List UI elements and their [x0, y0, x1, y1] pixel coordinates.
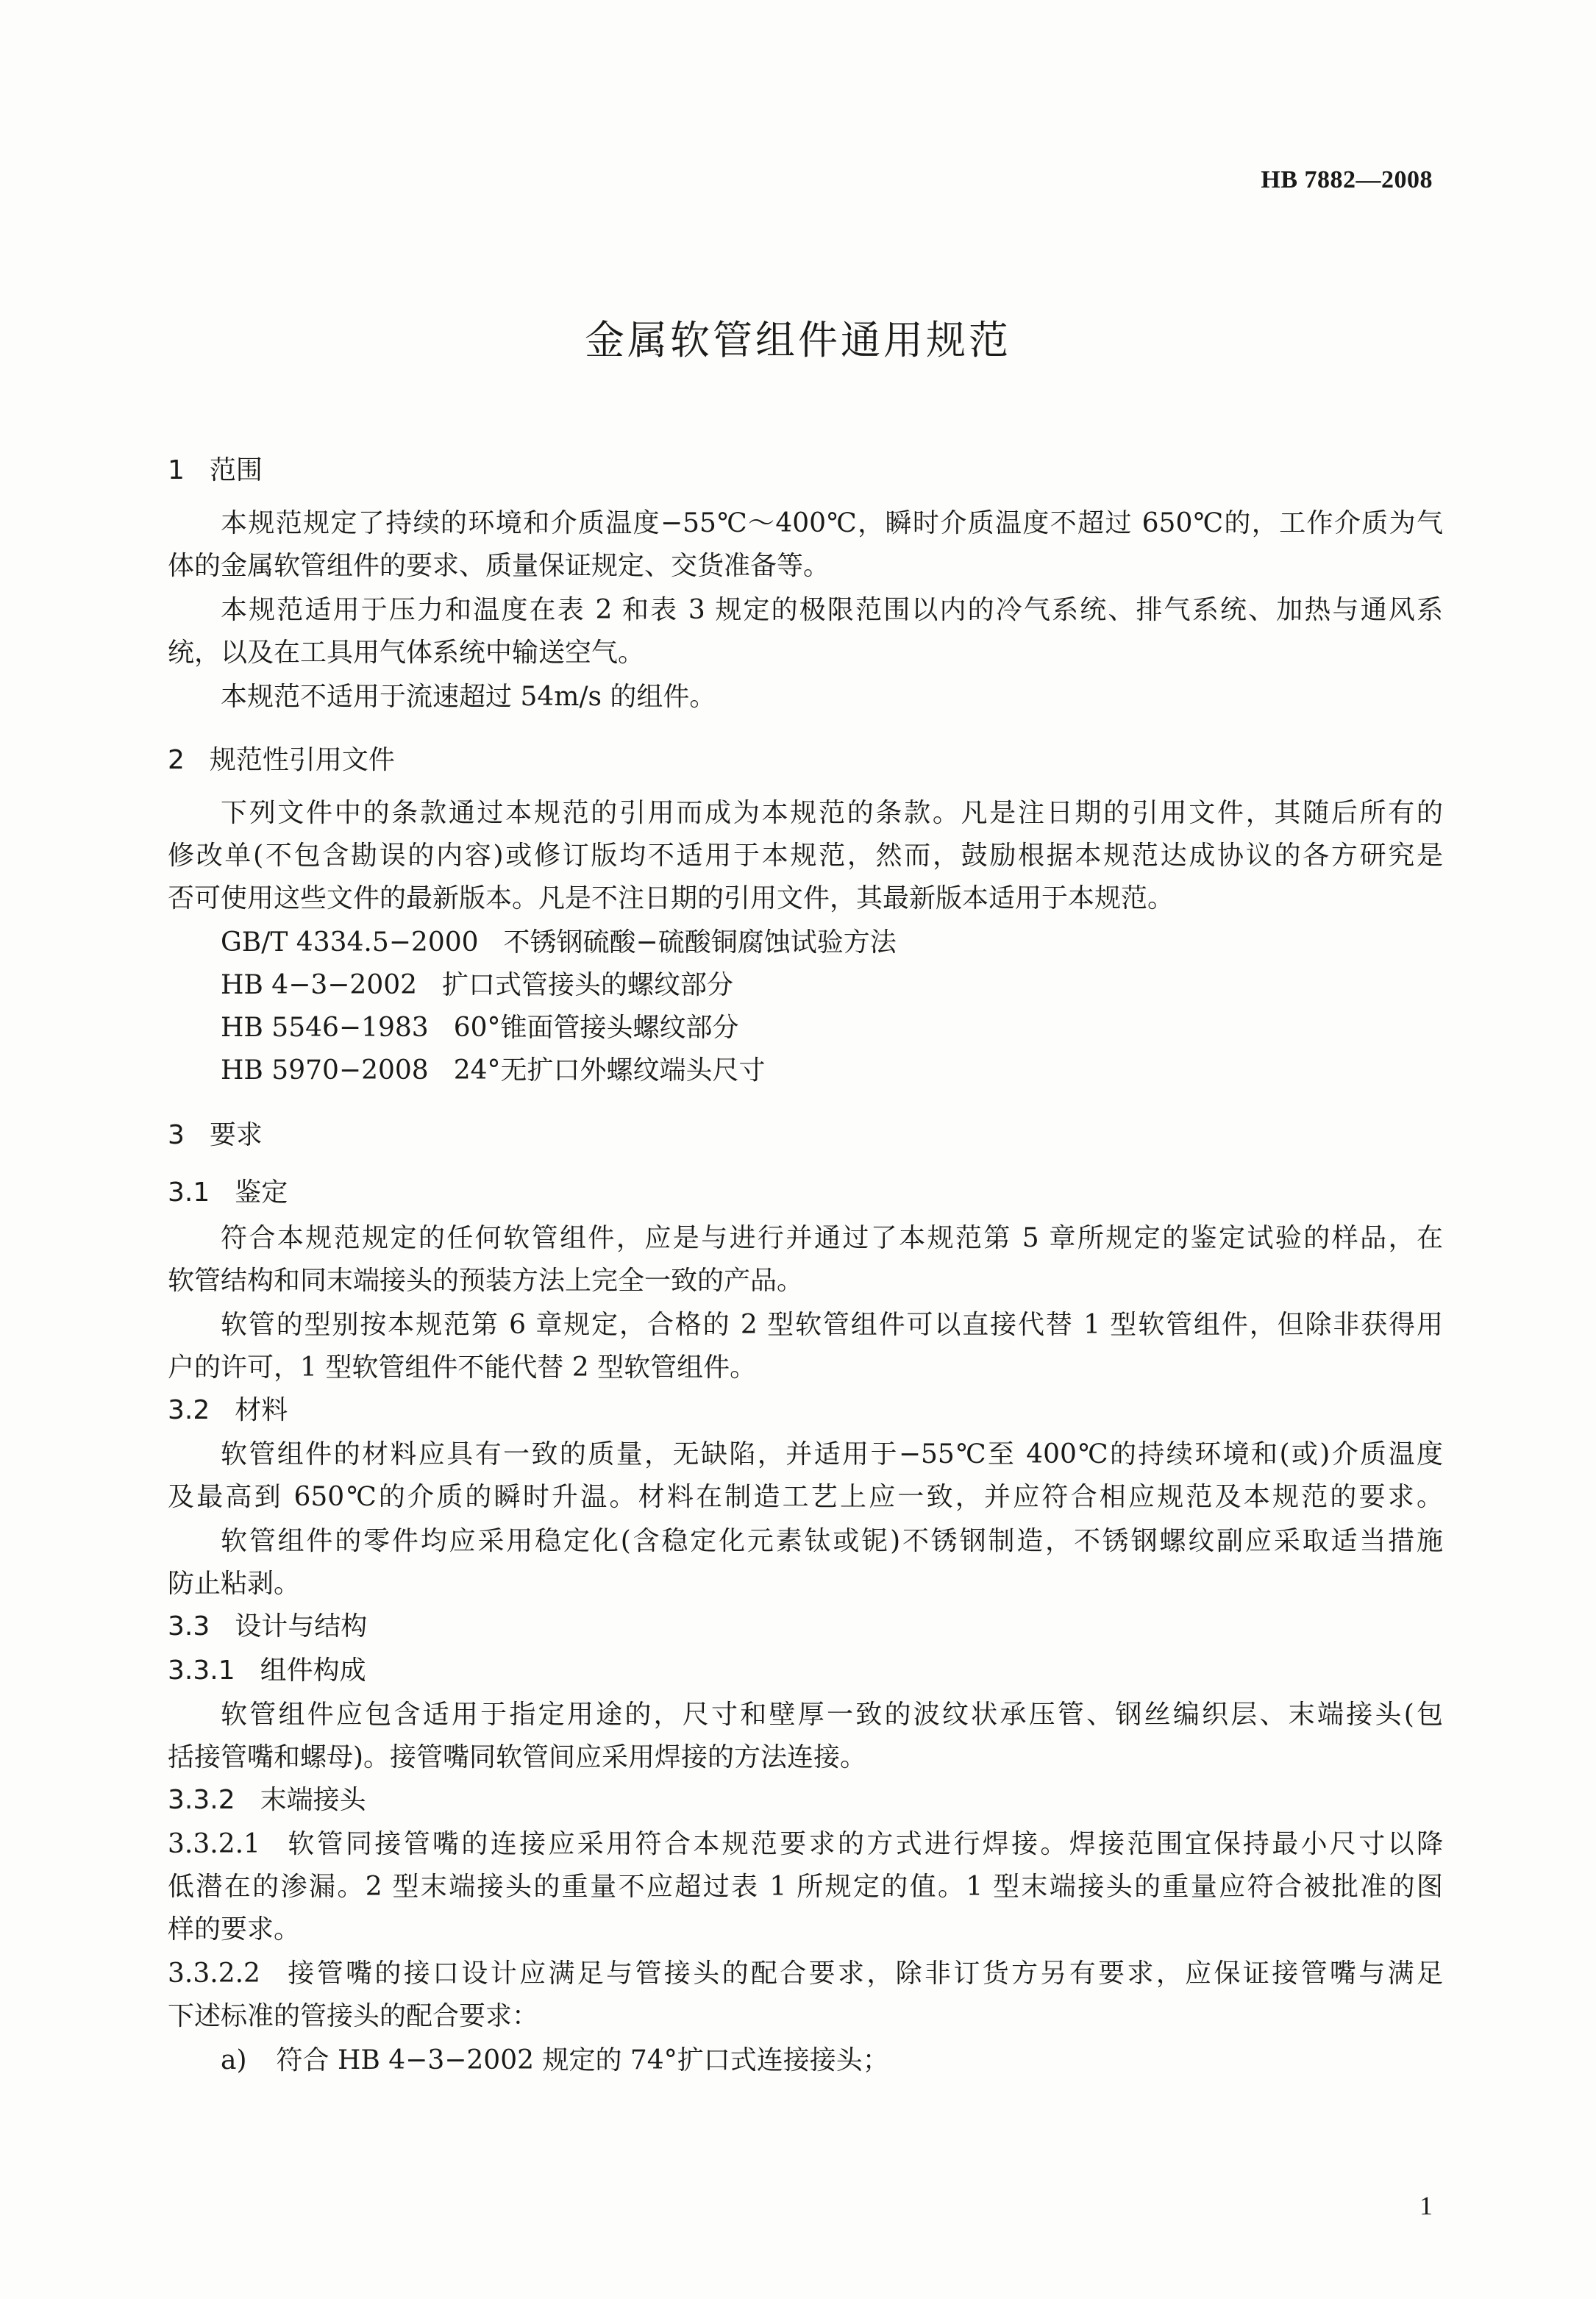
- reference-code: HB 5970−2008: [221, 1055, 429, 1086]
- section-title: 范围: [209, 455, 263, 485]
- paragraph-line: 本规范规定了持续的环境和介质温度−55℃～400℃，瞬时介质温度不超过 650℃的，工作介质为气: [221, 508, 1443, 538]
- clause-number: 3.3.1: [168, 1655, 235, 1686]
- clause-title: 组件构成: [260, 1655, 366, 1686]
- paragraph-line: 下列文件中的条款通过本规范的引用而成为本规范的条款。凡是注日期的引用文件，其随后所有的: [221, 798, 1443, 828]
- clause-number: 3.3.2: [168, 1785, 235, 1815]
- section-number: 1: [168, 455, 185, 485]
- subsection-3-2-heading: [168, 1394, 288, 1427]
- reference-item: [221, 1012, 739, 1044]
- subsection-3-3-heading: [168, 1611, 367, 1643]
- clause-3-3-1-heading: [168, 1655, 366, 1687]
- reference-title: 24°无扩口外螺纹端头尺寸: [453, 1055, 766, 1086]
- clause-3-3-2-1: [168, 1828, 1443, 1861]
- paragraph-line: 户的许可，1 型软管组件不能代替 2 型软管组件。: [168, 1352, 757, 1383]
- section-1-heading: [168, 455, 263, 487]
- paragraph-line: 样的要求。: [168, 1914, 301, 1945]
- reference-code: GB/T 4334.5−2000: [221, 927, 479, 958]
- reference-item: [221, 969, 733, 1002]
- document-title: 金属软管组件通用规范: [585, 317, 1011, 363]
- section-number: 3: [168, 1120, 185, 1150]
- paragraph-line: 下述标准的管接头的配合要求：: [168, 2001, 539, 2031]
- paragraph-line: 防止粘剥。: [168, 1569, 301, 1599]
- subsection-number: 3.3: [168, 1611, 210, 1642]
- subsection-number: 3.2: [168, 1395, 210, 1425]
- subsection-3-1-heading: [168, 1177, 288, 1209]
- clause-number: 3.3.2.2: [168, 1958, 260, 1989]
- reference-title: 不锈钢硫酸−硫酸铜腐蚀试验方法: [503, 927, 897, 958]
- reference-code: HB 5546−1983: [221, 1013, 429, 1043]
- subsection-number: 3.1: [168, 1177, 210, 1208]
- reference-code: HB 4−3−2002: [221, 970, 418, 1000]
- clause-text: 接管嘴的接口设计应满足与管接头的配合要求，除非订货方另有要求，应保证接管嘴与满足: [285, 1958, 1443, 1989]
- clause-text: 软管同接管嘴的连接应采用符合本规范要求的方式进行焊接。焊接范围宜保持最小尺寸以降: [285, 1829, 1443, 1859]
- paragraph-line: 修改单(不包含勘误的内容)或修订版均不适用于本规范，然而，鼓励根据本规范达成协议的各方研究是: [168, 841, 1443, 871]
- list-text: 符合 HB 4−3−2002 规定的 74°扩口式连接接头；: [276, 2045, 889, 2075]
- paragraph-line: 本规范不适用于流速超过 54m/s 的组件。: [221, 682, 716, 712]
- reference-item: [221, 927, 897, 959]
- paragraph-line: 软管的型别按本规范第 6 章规定，合格的 2 型软管组件可以直接代替 1 型软管组件，但除非获得用: [221, 1310, 1443, 1340]
- paragraph-line: 体的金属软管组件的要求、质量保证规定、交货准备等。: [168, 551, 830, 581]
- clause-3-3-2-2: [168, 1958, 1443, 1990]
- paragraph-line: 否可使用这些文件的最新版本。凡是不注日期的引用文件，其最新版本适用于本规范。: [168, 883, 1175, 913]
- section-title: 要求: [209, 1120, 263, 1150]
- clause-title: 末端接头: [260, 1785, 366, 1815]
- paragraph-line: 软管组件应包含适用于指定用途的，尺寸和壁厚一致的波纹状承压管、钢丝编织层、末端接头(包: [221, 1700, 1443, 1730]
- reference-title: 扩口式管接头的螺纹部分: [442, 970, 734, 1000]
- section-2-heading: [168, 744, 395, 777]
- paragraph-line: 符合本规范规定的任何软管组件，应是与进行并通过了本规范第 5 章所规定的鉴定试验的样品，在: [221, 1223, 1443, 1253]
- clause-3-3-2-heading: [168, 1784, 366, 1817]
- section-number: 2: [168, 745, 185, 775]
- section-3-heading: [168, 1119, 263, 1152]
- subsection-title: 鉴定: [235, 1177, 288, 1208]
- paragraph-line: 及最高到 650℃的介质的瞬时升温。材料在制造工艺上应一致，并应符合相应规范及本规范的要求。: [168, 1482, 1443, 1512]
- subsection-title: 设计与结构: [235, 1611, 368, 1642]
- paragraph-line: 软管结构和同末端接头的预装方法上完全一致的产品。: [168, 1266, 804, 1296]
- subsection-title: 材料: [235, 1395, 288, 1425]
- list-label: a): [221, 2045, 247, 2075]
- paragraph-line: 软管组件的零件均应采用稳定化(含稳定化元素钛或铌)不锈钢制造，不锈钢螺纹副应采取适当措施: [221, 1526, 1443, 1556]
- paragraph-line: 括接管嘴和螺母)。接管嘴同软管间应采用焊接的方法连接。: [168, 1742, 867, 1772]
- paragraph-line: 软管组件的材料应具有一致的质量，无缺陷，并适用于−55℃至 400℃的持续环境和(或)介质温度: [221, 1439, 1443, 1469]
- clause-number: 3.3.2.1: [168, 1829, 260, 1859]
- section-title: 规范性引用文件: [209, 745, 395, 775]
- list-item-a: [221, 2045, 889, 2077]
- reference-item: [221, 1055, 766, 1087]
- paragraph-line: 统，以及在工具用气体系统中输送空气。: [168, 638, 645, 668]
- page-number: 1: [1419, 2191, 1433, 2220]
- reference-title: 60°锥面管接头螺纹部分: [453, 1013, 739, 1043]
- paragraph-line: 本规范适用于压力和温度在表 2 和表 3 规定的极限范围以内的冷气系统、排气系统、加热与通风系: [221, 595, 1443, 625]
- paragraph-line: 低潜在的渗漏。2 型末端接头的重量不应超过表 1 所规定的值。1 型末端接头的重量应符合被批准的图: [168, 1872, 1443, 1902]
- standard-code: HB 7882—2008: [1261, 166, 1433, 193]
